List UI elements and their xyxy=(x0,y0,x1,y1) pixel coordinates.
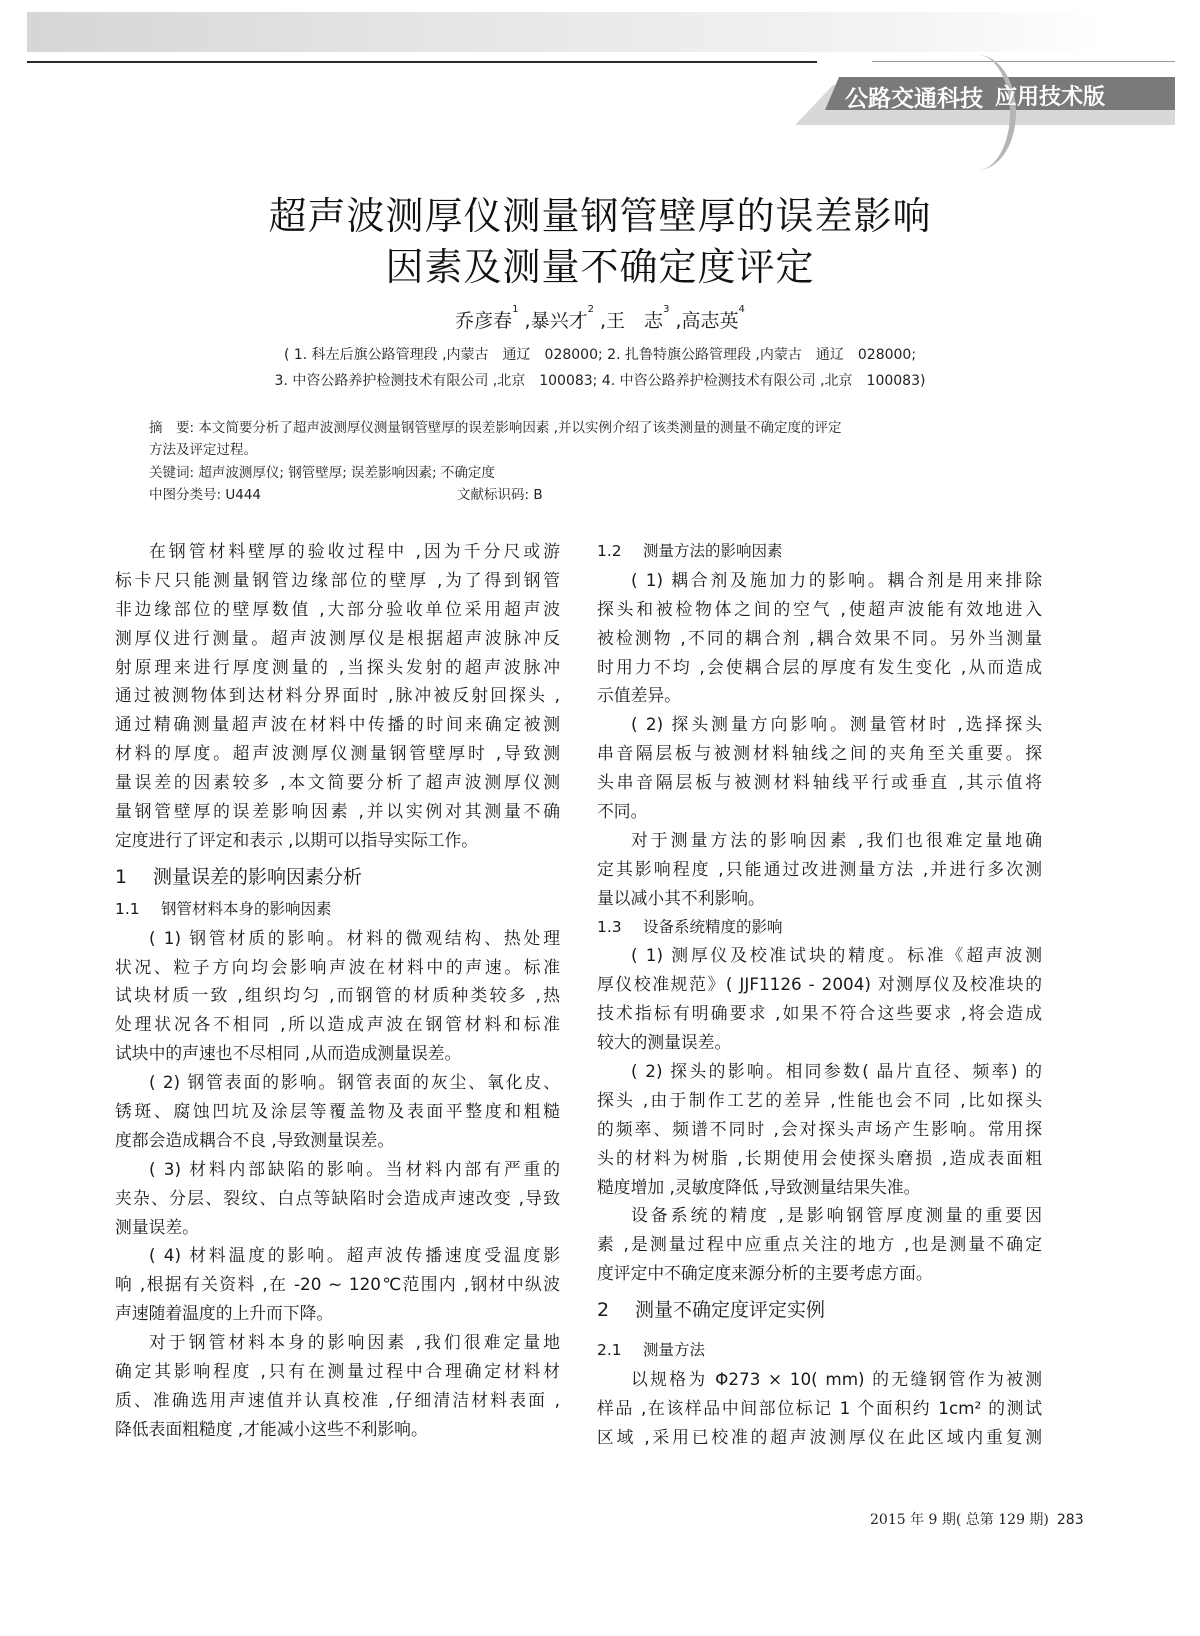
author-list: 乔彦春$^1$ ,暴兴才$^2$ ,王 志$^3$ ,高志英$^4$ xyxy=(455,304,745,332)
document-code-label: 文献标识码: xyxy=(457,487,530,503)
text-line: 量钢管壁厚的误差影响因素 ,并以实例对其测量不确 xyxy=(115,801,560,822)
author: 乔彦春 xyxy=(455,310,513,332)
text-line: 不同。 xyxy=(597,801,648,822)
text-line: 厚仪校准规范》( JJF1126 - 2004) 对测厚仪及校准块的 xyxy=(597,974,1042,995)
section-heading-1-1 xyxy=(115,895,560,924)
text-line: 时用力不均 ,会使耦合层的厚度有发生变化 ,从而造成 xyxy=(597,656,1042,677)
section-title: 测量误差的影响因素分析 xyxy=(153,865,363,888)
text-line: 射原理来进行厚度测量的 ,当探头发射的超声波脉冲 xyxy=(115,656,560,677)
text-line: 技术指标有明确要求 ,如果不符合这些要求 ,将会造成 xyxy=(597,1003,1042,1024)
keywords-value: 超声波测厚仪; 钢管壁厚; 误差影响因素; 不确定度 xyxy=(198,465,495,481)
text-line: 状况、粒子方向均会影响声波在材料中的声速。标准 xyxy=(115,956,560,977)
text-line: 串音隔层板与被测材料轴线之间的夹角至关重要。探 xyxy=(597,743,1042,764)
text-line: 通过精确测量超声波在材料中传播的时间来确定被测 xyxy=(115,714,560,735)
section-number: 1.2 xyxy=(597,542,622,560)
text-line: 标卡尺只能测量钢管边缘部位的壁厚 ,为了得到钢管 xyxy=(115,569,560,590)
section-title: 测量不确定度评定实例 xyxy=(635,1299,826,1322)
left-column xyxy=(115,537,560,1444)
section-heading-2-1 xyxy=(597,1336,1042,1365)
text-line: 被检测物 ,不同的耦合剂 ,耦合效果不同。另外当测量 xyxy=(597,627,1042,648)
paragraph xyxy=(115,1068,560,1155)
text-line: ( 2) 探头的影响。相同参数( 晶片直径、频率) 的 xyxy=(631,1061,1042,1082)
page-number: 283 xyxy=(1056,1512,1084,1528)
author-sup: 1 xyxy=(512,304,519,315)
paragraph xyxy=(115,1241,560,1328)
text-line: 探头和被检物体之间的空气 ,使超声波能有效地进入 xyxy=(597,598,1042,619)
text-line: 确定其影响程度 ,只有在测量过程中合理确定材料材 xyxy=(115,1361,560,1382)
section-number: 1.1 xyxy=(115,899,140,918)
paragraph xyxy=(597,1201,1042,1288)
journal-edition: 应用技术版 xyxy=(995,85,1106,110)
text-line: 样品 ,在该样品中间部位标记 1 个面积约 1cm² 的测试 xyxy=(597,1397,1042,1418)
text-line: 头串音隔层板与被测材料轴线平行或垂直 ,其示值将 xyxy=(597,772,1042,793)
arc-logo-icon xyxy=(940,55,1016,170)
text-line: 试块材质一致 ,组织均匀 ,而钢管的材质种类较多 ,热 xyxy=(115,985,560,1006)
text-line: 设备系统的精度 ,是影响钢管厚度测量的重要因 xyxy=(631,1205,1042,1226)
text-line: 响 ,根据有关资料 ,在 -20 ~ 120℃范围内 ,钢材中纵波 xyxy=(115,1274,560,1295)
right-column xyxy=(597,537,1042,1452)
journal-badge xyxy=(795,75,1175,120)
text-line: 示值差异。 xyxy=(597,685,681,706)
section-number: 2.1 xyxy=(597,1341,622,1360)
paragraph xyxy=(597,826,1042,913)
text-line: 定度进行了评定和表示 ,以期可以指导实际工作。 xyxy=(115,829,479,850)
spacer xyxy=(597,1328,1042,1336)
text-line: ( 1) 测厚仪及校准试块的精度。标准《超声波测 xyxy=(631,945,1042,966)
classification-value: U444 xyxy=(225,487,262,503)
header-band xyxy=(27,12,1102,52)
text-line: 测量误差。 xyxy=(115,1216,199,1237)
paragraph xyxy=(115,924,560,1068)
affiliation-line2: 3. 中咨公路养护检测技术有限公司 ,北京 100083; 4. 中咨公路养护检测技术有限公司 ,北京 100083) xyxy=(274,373,926,389)
section-number: 1.3 xyxy=(597,917,622,936)
affiliation-line1: ( 1. 科左后旗公路管理段 ,内蒙古 通辽 028000; 2. 扎鲁特旗公路管理段 ,内蒙古 通辽 028000; xyxy=(283,347,917,363)
text-line: 探头 ,由于制作工艺的差异 ,性能也会不同 ,比如探头 xyxy=(597,1089,1042,1110)
paragraph xyxy=(115,1155,560,1242)
paper-title-line1: 超声波测厚仪测量钢管壁厚的误差影响 xyxy=(268,194,932,238)
text-line: 区域 ,采用已校准的超声波测厚仪在此区域内重复测 xyxy=(597,1426,1042,1447)
text-line: 糙度增加 ,灵敏度降低 ,导致测量结果失准。 xyxy=(597,1176,921,1197)
text-line: 对于钢管材料本身的影响因素 ,我们很难定量地 xyxy=(149,1332,560,1353)
page-footer xyxy=(870,1509,1084,1529)
document-code-value: B xyxy=(533,487,543,503)
classification-label: 中图分类号: xyxy=(149,487,222,503)
section-heading-1-3 xyxy=(597,913,1042,942)
classification xyxy=(149,483,261,503)
author: 暴兴才 xyxy=(530,310,588,332)
text-line: 材料的厚度。超声波测厚仪测量钢管壁厚时 ,导致测 xyxy=(115,743,560,764)
keywords-label: 关键词: xyxy=(149,465,195,481)
text-line: ( 2) 钢管表面的影响。钢管表面的灰尘、氧化皮、 xyxy=(149,1072,560,1093)
author-sup: 4 xyxy=(738,304,745,315)
author: 王 志 xyxy=(606,310,664,332)
text-line: 较大的测量误差。 xyxy=(597,1032,732,1053)
paragraph xyxy=(597,566,1042,710)
text-line: 素 ,是测量过程中应重点关注的地方 ,也是测量不确定 xyxy=(597,1234,1042,1255)
paragraph xyxy=(597,710,1042,826)
section-number: 1 xyxy=(115,865,128,888)
abstract-line2: 方法及评定过程。 xyxy=(149,442,257,458)
paragraph xyxy=(597,1365,1042,1452)
text-line: 定其影响程度 ,只能通过改进测量方法 ,并进行多次测 xyxy=(597,858,1042,879)
text-line: 试块中的声速也不尽相同 ,从而造成测量误差。 xyxy=(115,1043,462,1064)
text-line: 量误差的因素较多 ,本文简要分析了超声波测厚仪测 xyxy=(115,772,560,793)
issue-info: 2015 年 9 期( 总第 129 期) xyxy=(870,1512,1049,1528)
document-code xyxy=(457,483,543,503)
text-line: 度都会造成耦合不良 ,导致测量误差。 xyxy=(115,1129,395,1150)
section-heading-1-2 xyxy=(597,537,1042,566)
text-line: 质、准确选用声速值并认真校准 ,仔细清洁材料表面 , xyxy=(115,1389,560,1410)
text-line: 通过被测物体到达材料分界面时 ,脉冲被反射回探头 , xyxy=(115,685,560,706)
paragraph xyxy=(597,941,1042,1057)
section-heading-1 xyxy=(115,855,560,895)
paragraph xyxy=(597,1057,1042,1201)
paragraph xyxy=(115,1328,560,1444)
text-line: ( 4) 材料温度的影响。超声波传播速度受温度影 xyxy=(149,1245,560,1266)
section-number: 2 xyxy=(597,1299,610,1322)
text-line: 降低表面粗糙度 ,才能减小这些不利影响。 xyxy=(115,1418,428,1439)
text-line: 夹杂、分层、裂纹、白点等缺陷时会造成声速改变 ,导致 xyxy=(115,1187,560,1208)
intro-paragraph xyxy=(115,537,560,855)
text-line: ( 3) 材料内部缺陷的影响。当材料内部有严重的 xyxy=(149,1158,560,1179)
author-sup: 2 xyxy=(587,304,594,315)
text-line: 在钢管材料壁厚的验收过程中 ,因为千分尺或游 xyxy=(149,541,560,561)
text-line: 量以减小其不利影响。 xyxy=(597,887,765,908)
paper-title-line2: 因素及测量不确定度评定 xyxy=(385,245,815,289)
author: 高志英 xyxy=(681,310,739,332)
section-title: 钢管材料本身的影响因素 xyxy=(161,899,332,918)
text-line: 非边缘部位的壁厚数值 ,大部分验收单位采用超声波 xyxy=(115,598,560,619)
text-line: 锈斑、腐蚀凹坑及涂层等覆盖物及表面平整度和粗糙 xyxy=(115,1101,560,1122)
text-line: 处理状况各不相同 ,所以造成声波在钢管材料和标准 xyxy=(115,1014,560,1035)
keywords xyxy=(149,461,495,481)
section-heading-2 xyxy=(597,1288,1042,1328)
header-rule xyxy=(27,61,817,63)
section-title: 测量方法的影响因素 xyxy=(643,542,783,560)
text-line: 度评定中不确定度来源分析的主要考虑方面。 xyxy=(597,1263,933,1284)
abstract-text: 本文简要分析了超声波测厚仪测量钢管壁厚的误差影响因素 ,并以实例介绍了该类测量的测量不确定度的评定 xyxy=(198,420,842,436)
section-title: 测量方法 xyxy=(643,1341,706,1360)
author-sup: 3 xyxy=(663,304,670,315)
text-line: 头的材料为树脂 ,长期使用会使探头磨损 ,造成表面粗 xyxy=(597,1147,1042,1168)
abstract-line1 xyxy=(149,416,841,436)
text-line: 声速随着温度的上升而下降。 xyxy=(115,1303,334,1324)
section-title: 设备系统精度的影响 xyxy=(643,917,783,936)
text-line: 的频率、频谱不同时 ,会对探头声场产生影响。常用探 xyxy=(597,1118,1042,1139)
text-line: ( 2) 探头测量方向影响。测量管材时 ,选择探头 xyxy=(631,714,1042,735)
text-line: ( 1) 耦合剂及施加力的影响。耦合剂是用来排除 xyxy=(631,569,1042,590)
text-line: 测厚仪进行测量。超声波测厚仪是根据超声波脉冲反 xyxy=(115,627,560,648)
text-line: 以规格为 Φ273 × 10( mm) 的无缝钢管作为被测 xyxy=(631,1369,1042,1390)
abstract-label: 摘 要: xyxy=(149,420,195,436)
header-rule-right xyxy=(872,61,1175,62)
text-line: ( 1) 钢管材质的影响。材料的微观结构、热处理 xyxy=(149,927,560,948)
journal-name: 公路交通科技 xyxy=(845,86,983,112)
text-line: 对于测量方法的影响因素 ,我们也很难定量地确 xyxy=(631,829,1042,850)
